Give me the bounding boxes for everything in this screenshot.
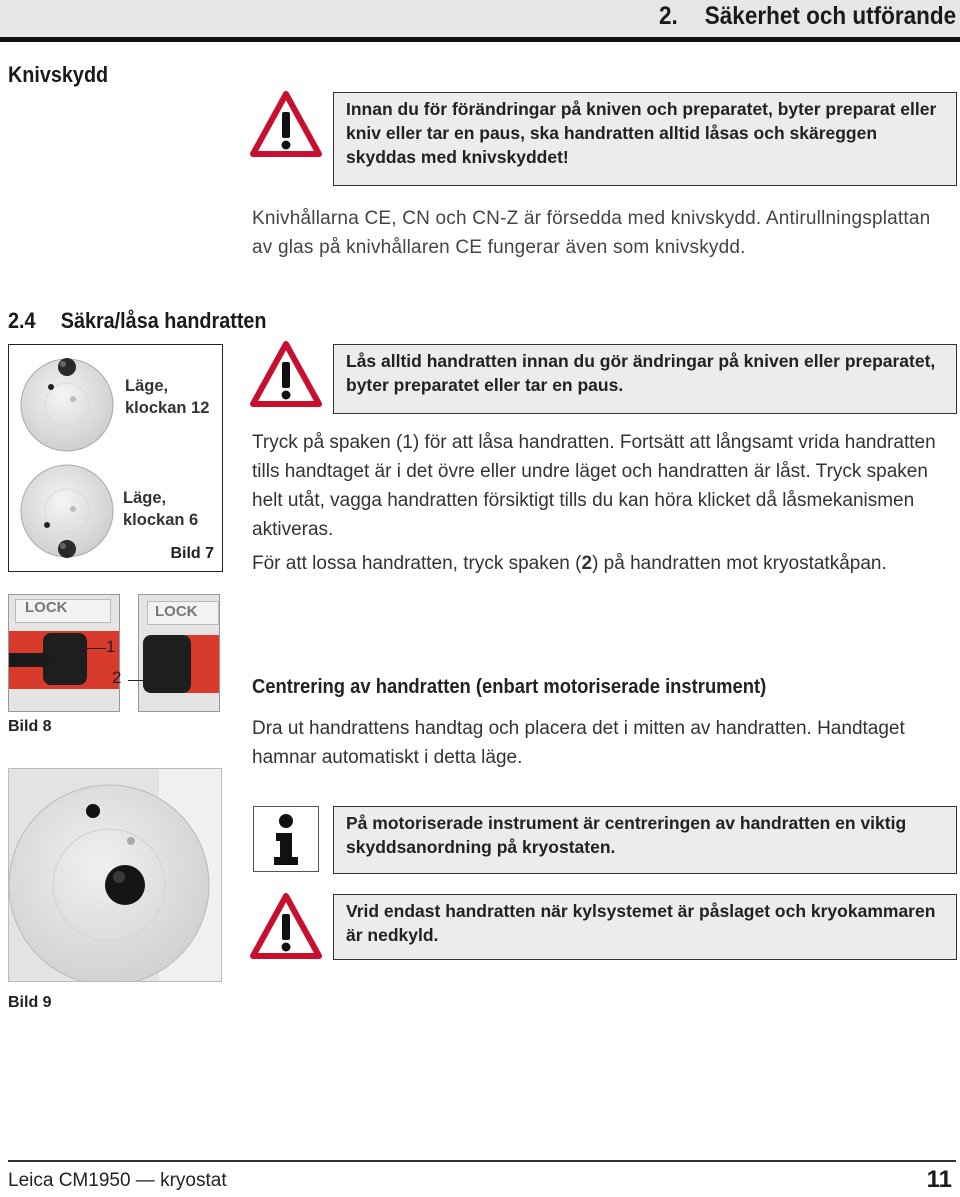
fig7-bottom-label-line1: Läge, [123, 489, 167, 507]
info-box: På motoriserade instrument är centreringen av handratten en viktig skyddsanordning på kryostaten. [333, 806, 957, 874]
unlock-lever-number: 2 [581, 553, 593, 574]
chapter-title [659, 2, 956, 31]
centering-heading: Centrering av handratten (enbart motoriserade instrument) [252, 676, 767, 698]
lock-handwheel-warning-box: Lås alltid handratten innan du gör ändringar på kniven eller preparatet, byter preparatet eller tar en paus. [333, 344, 957, 414]
lock-handwheel-instructions: Tryck på spaken (1) för att låsa handratten. Fortsätt att långsamt vrida handratten tills handtaget är i det övre eller undre läget och handratten är låst. Tryck spaken helt utåt, vagga handratten försiktigt tills du kan höra klicket då låsmekanismen aktiveras. [252, 432, 936, 540]
centering-body: Dra ut handrattens handtag och placera det i mitten av handratten. Handtaget hamnar automatiskt i detta läge. [252, 718, 905, 768]
fig7-top-label [125, 375, 209, 419]
page-number: 11 [926, 1166, 952, 1193]
figure-7 [8, 344, 223, 572]
unlock-text-post: ) på handratten mot kryostatkåpan. [592, 553, 887, 574]
chapter-title-text: Säkerhet och utförande [704, 2, 956, 30]
section-heading [8, 308, 267, 334]
warning-triangle-icon [250, 892, 322, 960]
lock-label-left: LOCK [25, 599, 68, 616]
footer-rule [8, 1160, 956, 1162]
figure-9-photo [8, 768, 222, 982]
unlock-handwheel-instructions [252, 549, 958, 578]
info-icon [253, 806, 319, 872]
info-i-glyph [254, 807, 318, 871]
handwheel-12-oclock-image [17, 353, 117, 453]
fig7-bottom-label-line2: klockan 6 [123, 511, 199, 529]
warning-triangle-icon [250, 340, 322, 408]
footer-product: Leica CM1950 — kryostat [8, 1170, 227, 1191]
callout-2-line [128, 680, 158, 681]
warning-triangle-icon [250, 90, 322, 158]
section-title: Säkra/låsa handratten [60, 308, 267, 333]
handwheel-6-oclock-image [17, 463, 117, 563]
fig9-caption: Bild 9 [8, 994, 52, 1011]
fig8-caption: Bild 8 [8, 718, 52, 735]
knife-guard-heading: Knivskydd [8, 62, 109, 87]
figure-8-photo-right [138, 594, 220, 712]
unlock-text-pre: För att lossa handratten, tryck spaken ( [252, 553, 582, 574]
cooling-warning-box: Vrid endast handratten när kylsystemet är påslaget och kryokammaren är nedkyld. [333, 894, 957, 960]
knife-guard-warning-box: Innan du för förändringar på kniven och preparatet, byter preparat eller kniv eller tar en paus, ska handratten alltid låsas och skäreggen skyddas med knivskyddet! [333, 92, 957, 186]
figure-8-photo-left [8, 594, 120, 712]
fig7-caption: Bild 7 [170, 545, 214, 562]
callout-1: 1 [106, 637, 116, 656]
fig7-top-label-line1: Läge, [125, 377, 169, 395]
callout-1-line [80, 648, 106, 649]
lock-label-right: LOCK [155, 603, 198, 620]
section-number: 2.4 [8, 308, 36, 333]
chapter-number: 2. [658, 2, 678, 30]
callout-2: 2 [112, 668, 122, 687]
fig7-bottom-label [123, 487, 198, 531]
knife-guard-body: Knivhållarna CE, CN och CN-Z är försedda med knivskydd. Antirullningsplattan av glas på knivhållaren CE fungerar även som knivskydd. [252, 208, 931, 258]
fig7-top-label-line2: klockan 12 [125, 399, 210, 417]
handwheel-centered-image [9, 769, 221, 981]
